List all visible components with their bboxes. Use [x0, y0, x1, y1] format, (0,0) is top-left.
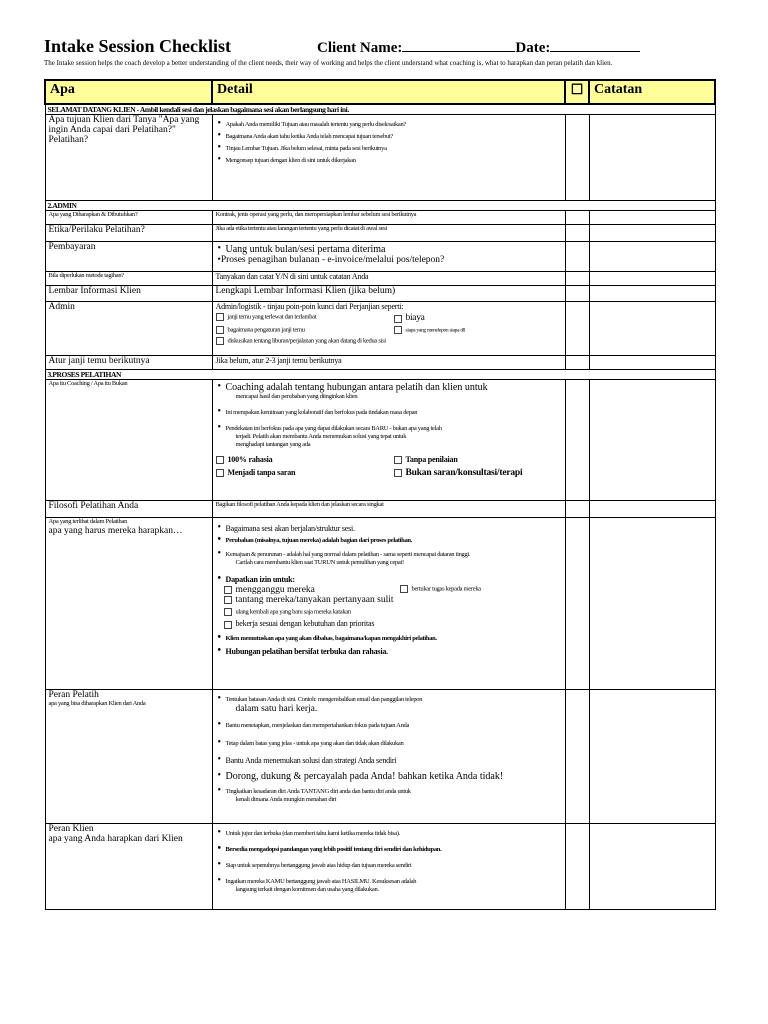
checkbox[interactable] [224, 621, 232, 629]
checklist-table [44, 79, 716, 910]
check-cell[interactable] [565, 225, 589, 242]
checkbox-label: bertukar tugas kepada mereka [411, 585, 481, 593]
header [44, 36, 714, 60]
coach-role-title: Peran Pelatih [48, 690, 99, 700]
list-item: • Bantu menetapkan, menjelaskan dan mempertahankan fokus pada tujuan Anda [218, 722, 562, 730]
checkbox[interactable] [394, 326, 402, 334]
row-payment-label: Pembayaran [45, 242, 212, 272]
checkbox[interactable] [394, 469, 402, 477]
check-cell[interactable] [565, 211, 589, 225]
list-item: • Bagaimana Anda akan tahu ketika Anda telah mencapai tujuan tersebut? [218, 133, 562, 141]
list-item: • Bagaimana sesi akan berjalan/struktur sesi. [218, 524, 562, 533]
list-item: • Tingkatkan kesadaran diri Anda TANTANG diri anda dan bantu diri anda untuk [218, 788, 562, 796]
list-item: • Ingatkan mereka KAMU bertanggung jawab atas HASILMU. Kesuksesan adalah [218, 878, 562, 886]
date-field[interactable] [550, 39, 640, 52]
checkbox-label: Menjadi tanpa saran [227, 468, 296, 478]
checkbox[interactable] [394, 315, 402, 323]
notes-cell[interactable] [589, 225, 715, 242]
admin-intro: Admin/logistik - tinjau poin-poin kunci dari Perjanjian seperti: [215, 302, 404, 311]
notes-cell[interactable] [589, 356, 715, 370]
table-row [45, 356, 715, 370]
checkbox[interactable] [400, 585, 408, 593]
check-cell[interactable] [565, 286, 589, 302]
list-item: mencapai hasil dan perubahan yang diinginkan klien [235, 393, 358, 400]
row-client-info-detail: Lengkapi Lembar Informasi Klien (jika belum) [212, 286, 565, 302]
table-row [45, 380, 715, 501]
checklist-page [44, 36, 714, 910]
list-item: • Perubahan (misalnya, tujuan mereka) adalah bagian dari proses pelatihan. [218, 537, 562, 545]
check-cell[interactable] [565, 272, 589, 286]
intro-text: The Intake session helps the coach develop a better understanding of the client needs, their way of working and helps the client understand what coaching is, what to harapkan dan peran pelatih dan klien. [44, 59, 613, 67]
header-catatan: Catatan [589, 80, 715, 104]
section-proses-title: 3.PROSES PELATIHAN [45, 370, 715, 380]
list-item: • Bersedia mengadopsi pandangan yang lebih positif tentang diri sendiri dan kehidupan. [218, 846, 562, 854]
list-item: • Tinjau Lembar Tujuan. Jika belum selesai, minta pada sesi berikutnya [218, 145, 562, 153]
row-expectations-detail: Kontrak, jenis operasi yang perlu, dan mempersiapkan lembar sebelum sesi berikutnya [212, 211, 565, 225]
checkbox[interactable] [224, 608, 232, 616]
list-item: • Kemajuan & penurunan - adalah hal yang normal dalam pelatihan - sama seperti mencapai dataran tinggi. [218, 551, 562, 559]
table-row [45, 690, 715, 824]
checkbox[interactable] [216, 313, 224, 321]
header-apa: Apa [45, 80, 212, 104]
list-item: • Uang untuk bulan/sesi pertama diterima [218, 244, 562, 255]
list-item: • Tetap dalam batas yang jelas - untuk apa yang akan dan tidak akan dilakukan [218, 740, 562, 748]
table-row [45, 242, 715, 272]
list-item: • Dapatkan izin untuk: [218, 575, 562, 584]
checkbox-label: mengganggu mereka [235, 585, 315, 595]
row-billing-label: Bila diperlukan metode tagihan? [45, 272, 212, 286]
header-check: ☐ [565, 80, 589, 104]
list-item: • Dorong, dukung & percayalah pada Anda! bahkan ketika Anda tidak! [218, 771, 562, 782]
list-item: kenali dimana Anda mungkin menahan diri [235, 796, 337, 803]
check-cell[interactable] [565, 302, 589, 356]
list-item: • Apakah Anda memiliki Tujuan atau masalah tertentu yang perlu diselesaikan? [218, 121, 562, 129]
row-client-role-label [45, 824, 212, 910]
check-cell[interactable] [565, 380, 589, 501]
checkbox[interactable] [224, 596, 232, 604]
checkbox-label: diskusikan tentang liburan/perjalanan yang akan datang di kedua sisi [227, 337, 386, 345]
checkbox-label: Tanpa penilaian [405, 455, 458, 464]
check-cell[interactable] [565, 824, 589, 910]
check-cell[interactable] [565, 690, 589, 824]
table-row [45, 518, 715, 690]
row-philosophy-detail: Bagikan filosofi pelatihan Anda kepada klien dan jelaskan secara singkat [212, 501, 565, 518]
checkbox[interactable] [216, 337, 224, 345]
check-cell[interactable] [565, 242, 589, 272]
notes-cell[interactable] [589, 501, 715, 518]
notes-cell[interactable] [589, 211, 715, 225]
client-name-field[interactable] [402, 39, 515, 52]
page-title: Intake Session Checklist [44, 36, 232, 56]
checkbox-label: Bukan saran/konsultasi/terapi [405, 468, 523, 479]
row-goal-label: Apa tujuan Klien dari Tanya "Apa yang ingin Anda capai dari Pelatihan?" Pelatihan? [45, 115, 212, 201]
check-cell[interactable] [565, 356, 589, 370]
involved-subtitle: apa yang harus mereka harapkan… [48, 526, 183, 536]
involved-title: Apa yang terlibat dalam Pelatihan [48, 518, 128, 525]
client-date-line [317, 39, 640, 57]
table-row [45, 225, 715, 242]
checkbox-label: janji temu yang terlewat dan terlambat [227, 313, 317, 321]
list-item: • Siap untuk sepenuhnya bertanggung jawab atas hidup dan tujuan mereka sendiri [218, 862, 562, 870]
notes-cell[interactable] [589, 242, 715, 272]
notes-cell[interactable] [589, 115, 715, 201]
list-item: • Mengonsep tujuan dengan klien di sini untuk dikerjakan [218, 157, 562, 165]
client-name-label: Client Name: [317, 40, 403, 56]
coach-role-subtitle: apa yang bisa diharapkan Klien dari Anda [48, 700, 146, 707]
row-coach-role-detail [212, 690, 565, 824]
row-expectations-label: Apa yang Diharapkan & Dibutuhkan? [45, 211, 212, 225]
table-row [45, 286, 715, 302]
list-item: langsung terkait dengan komitmen dan usaha yang dilakukan. [235, 886, 379, 893]
header-detail: Detail [212, 80, 565, 104]
checkbox[interactable] [216, 469, 224, 477]
list-item: dalam satu hari kerja. [235, 704, 318, 714]
row-admin-detail [212, 302, 565, 356]
section-welcome [45, 104, 715, 115]
row-client-role-detail [212, 824, 565, 910]
list-item: •Proses penagihan bulanan - e-invoice/melalui pos/telepon? [217, 255, 445, 265]
checkbox-label: 100% rahasia [227, 455, 273, 464]
checkbox[interactable] [224, 586, 232, 594]
notes-cell[interactable] [589, 518, 715, 690]
table-row [45, 115, 715, 201]
row-ethics-label: Etika/Perilaku Pelatihan? [45, 225, 212, 242]
checkbox[interactable] [216, 456, 224, 464]
list-item: menghadapi tantangan yang ada [235, 441, 311, 448]
table-row [45, 501, 715, 518]
list-item: • Klien memutuskan apa yang akan dibahas, bagaimana/kapan mengakhiri pelatihan. [218, 635, 562, 643]
check-cell[interactable] [565, 518, 589, 690]
list-item: • Untuk jujur dan terbuka (dan memberi tahu kami ketika mereka tidak bisa). [218, 830, 562, 838]
list-item: • Pendekatan ini berfokus pada apa yang dapat dilakukan secara BARU - bukan apa yang telah [218, 425, 562, 433]
checkbox[interactable] [216, 326, 224, 334]
row-appointment-detail: Jika belum, atur 2-3 janji temu berikutnya [212, 356, 565, 370]
section-proses [45, 370, 715, 380]
checkbox-label: bekerja sesuai dengan kebutuhan dan prioritas [235, 619, 375, 629]
row-client-info-label: Lembar Informasi Klien [45, 286, 212, 302]
list-item: • Ini merupakan kemitraan yang kolaboratif dan berfokus pada tindakan masa depan [218, 409, 562, 417]
table-row [45, 272, 715, 286]
row-ethics-detail: Jika ada etika tertentu atau larangan tertentu yang perlu dicatat di awal sesi [212, 225, 565, 242]
check-cell[interactable] [565, 115, 589, 201]
notes-cell[interactable] [589, 380, 715, 501]
client-role-title: Peran Klien [48, 824, 94, 834]
table-row [45, 824, 715, 910]
section-admin [45, 201, 715, 211]
notes-cell[interactable] [589, 690, 715, 824]
row-involved-label [45, 518, 212, 690]
checkbox-label: ulang kembali apa yang baru saja mereka katakan [235, 608, 351, 616]
notes-cell[interactable] [589, 286, 715, 302]
row-appointment-label: Atur janji temu berikutnya [45, 356, 212, 370]
table-row [45, 302, 715, 356]
row-coach-role-label [45, 690, 212, 824]
row-admin-label: Admin [45, 302, 212, 356]
checkbox[interactable] [394, 456, 402, 464]
checkbox-label: siapa yang menelepon siapa dll [405, 327, 466, 334]
row-involved-detail [212, 518, 565, 690]
row-what-is-coaching-detail [212, 380, 565, 501]
list-item: • Bantu Anda menemukan solusi dan strategi Anda sendiri [218, 756, 562, 765]
checkbox-label: biaya [405, 313, 425, 323]
list-item: • Tentukan batasan Anda di sini. Contoh: mengembalikan email dan panggilan telepon [218, 696, 562, 704]
row-what-is-coaching-label: Apa itu Coaching / Apa itu Bukan [45, 380, 212, 501]
list-item: Carilah cara membantu klien saat TURUN untuk pemulihan yang cepat! [235, 559, 404, 566]
row-billing-detail: Tanyakan dan catat Y/N di sini untuk catatan Anda [212, 272, 565, 286]
date-label: Date: [515, 40, 551, 56]
table-row [45, 211, 715, 225]
row-payment-detail [212, 242, 565, 272]
row-philosophy-label: Filosofi Pelatihan Anda [45, 501, 212, 518]
section-welcome-title: SELAMAT DATANG KLIEN - Ambil kendali sesi dan jelaskan bagaimana sesi akan berlangsung hari ini. [45, 104, 715, 115]
list-item: • Coaching adalah tentang hubungan antara pelatih dan klien untuk [218, 382, 562, 393]
table-header-row [45, 80, 715, 104]
notes-cell[interactable] [589, 302, 715, 356]
row-goal-detail [212, 115, 565, 201]
section-admin-title: 2.ADMIN [45, 201, 715, 211]
checkbox-label: tantang mereka/tanyakan pertanyaan sulit [235, 595, 394, 605]
list-item: terjadi. Pelatih akan membantu Anda menemukan solusi yang tepat untuk [235, 433, 407, 440]
client-role-subtitle: apa yang Anda harapkan dari Klien [48, 834, 183, 844]
notes-cell[interactable] [589, 824, 715, 910]
list-item: • Hubungan pelatihan bersifat terbuka dan rahasia. [218, 647, 562, 656]
check-cell[interactable] [565, 501, 589, 518]
notes-cell[interactable] [589, 272, 715, 286]
checkbox-label: bagaimana pengaturan janji temu [227, 326, 305, 334]
